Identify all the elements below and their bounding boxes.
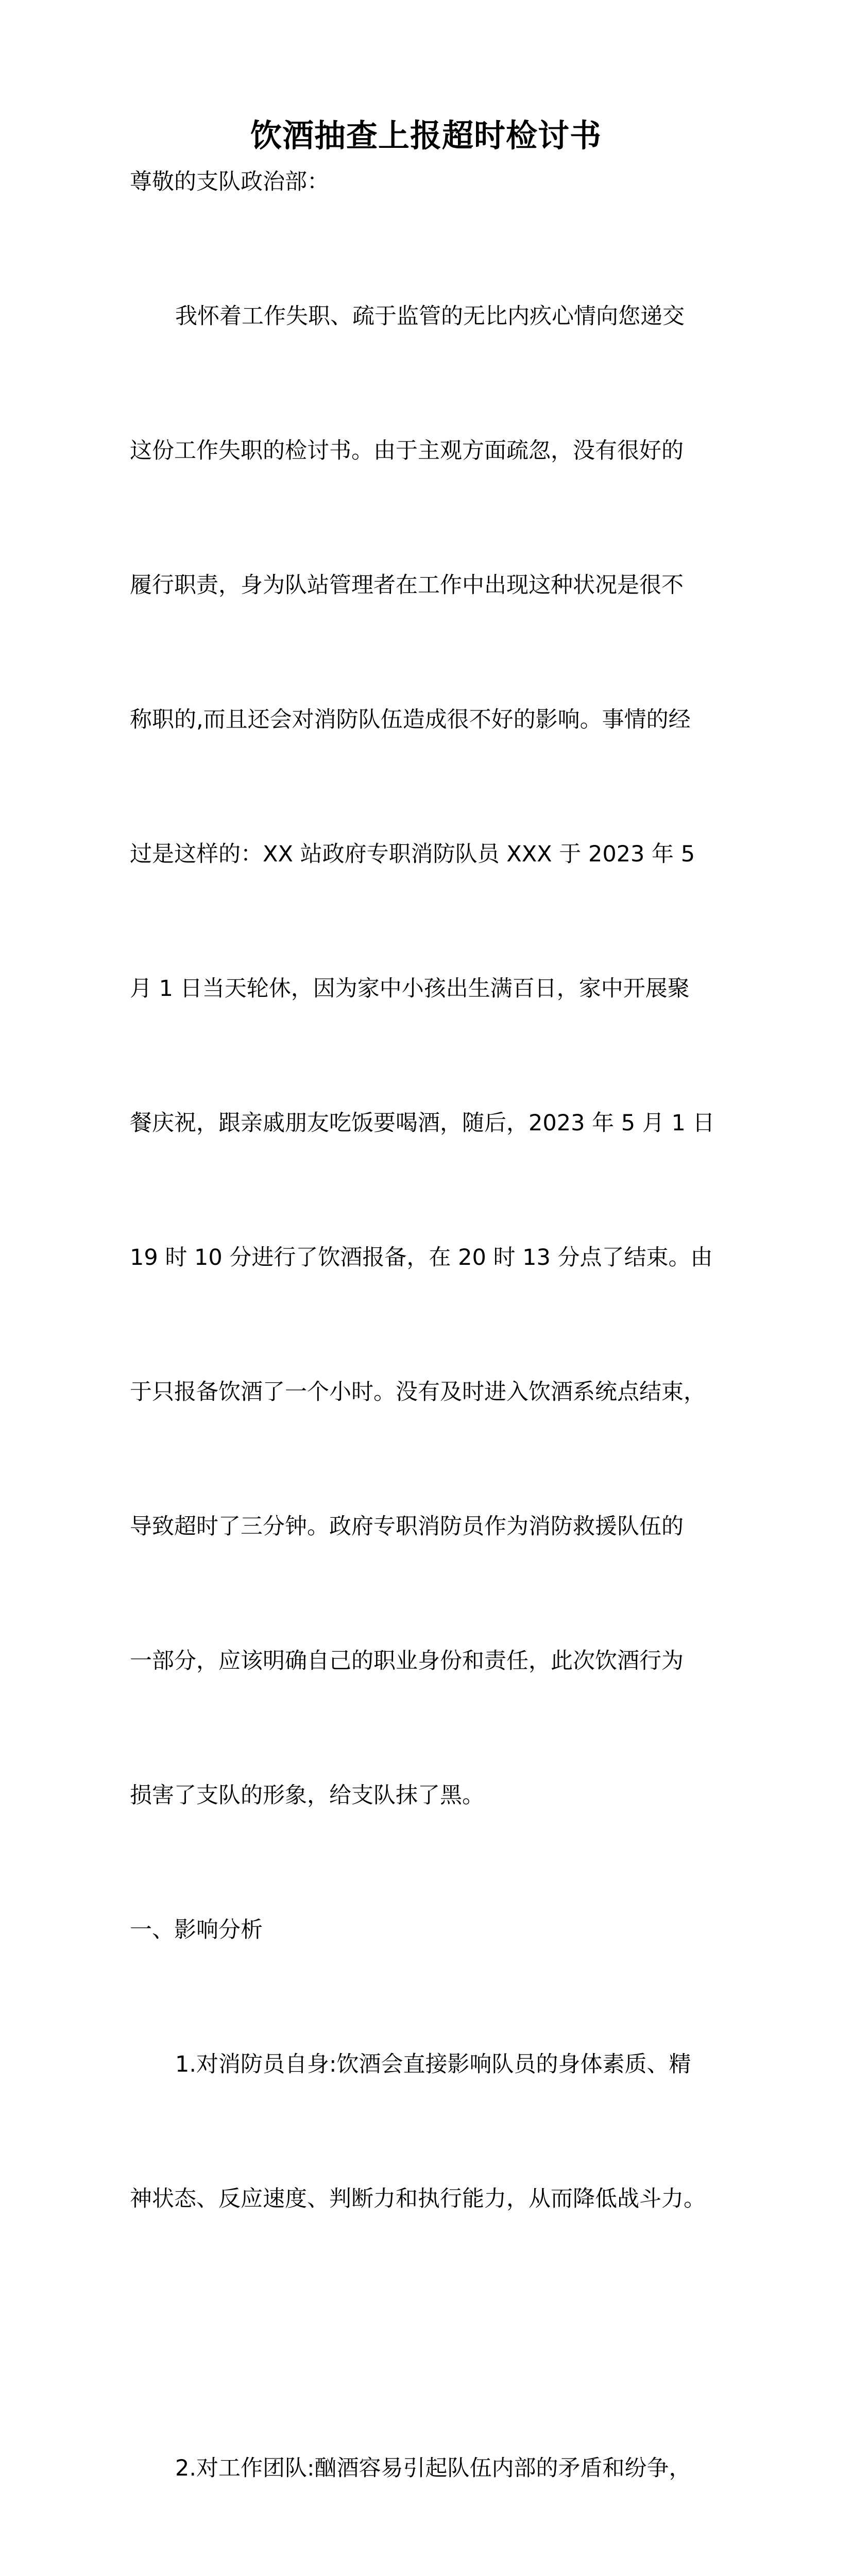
paragraph-line: 餐庆祝，跟亲戚朋友吃饭要喝酒，随后，2023 年 5 月 1 日 bbox=[130, 1110, 715, 1136]
paragraph-line: 月 1 日当天轮休，因为家中小孩出生满百日，家中开展聚 bbox=[130, 976, 690, 1002]
paragraph-incident bbox=[130, 205, 727, 1908]
item-firefighter-self bbox=[130, 1953, 727, 2311]
paragraph-line: 这份工作失职的检讨书。由于主观方面疏忽，没有很好的 bbox=[130, 438, 684, 464]
document-body bbox=[130, 160, 727, 2576]
paragraph-line: 过是这样的：XX 站政府专职消防队员 XXX 于 2023 年 5 bbox=[130, 841, 695, 867]
paragraph-line: 神状态、反应速度、判断力和执行能力，从而降低战斗力。 bbox=[130, 2186, 706, 2212]
document-title: 饮酒抽查上报超时检讨书 bbox=[250, 117, 602, 154]
salutation: 尊敬的支队政治部： bbox=[130, 169, 329, 195]
paragraph-line: 于只报备饮酒了一个小时。没有及时进入饮酒系统点结束， bbox=[130, 1379, 706, 1405]
paragraph-gap bbox=[130, 2311, 727, 2357]
paragraph-line: 履行职责，身为队站管理者在工作中出现这种状况是很不 bbox=[130, 572, 684, 598]
paragraph-line: 导致超时了三分钟。政府专职消防员作为消防救援队伍的 bbox=[130, 1514, 684, 1539]
paragraph-line: 损害了支队的形象，给支队抹了黑。 bbox=[130, 1783, 484, 1808]
paragraph-line: 19 时 10 分进行了饮酒报备，在 20 时 13 分点了结束。由 bbox=[130, 1245, 713, 1270]
paragraph-line: 我怀着工作失职、疏于监管的无比内疚心情向您递交 bbox=[175, 303, 685, 329]
paragraph-line: 2.对工作团队:酗酒容易引起队伍内部的矛盾和纷争， bbox=[175, 2455, 691, 2481]
paragraph-line: 一部分，应该明确自己的职业身份和责任，此次饮酒行为 bbox=[130, 1648, 684, 1674]
paragraph-line: 称职的,而且还会对消防队伍造成很不好的影响。事情的经 bbox=[130, 707, 691, 733]
item-work-team bbox=[130, 2357, 727, 2576]
paragraph-line: 1.对消防员自身:饮酒会直接影响队员的身体素质、精 bbox=[175, 2052, 691, 2077]
section-heading-impact-analysis: 一、影响分析 bbox=[130, 1917, 263, 1943]
